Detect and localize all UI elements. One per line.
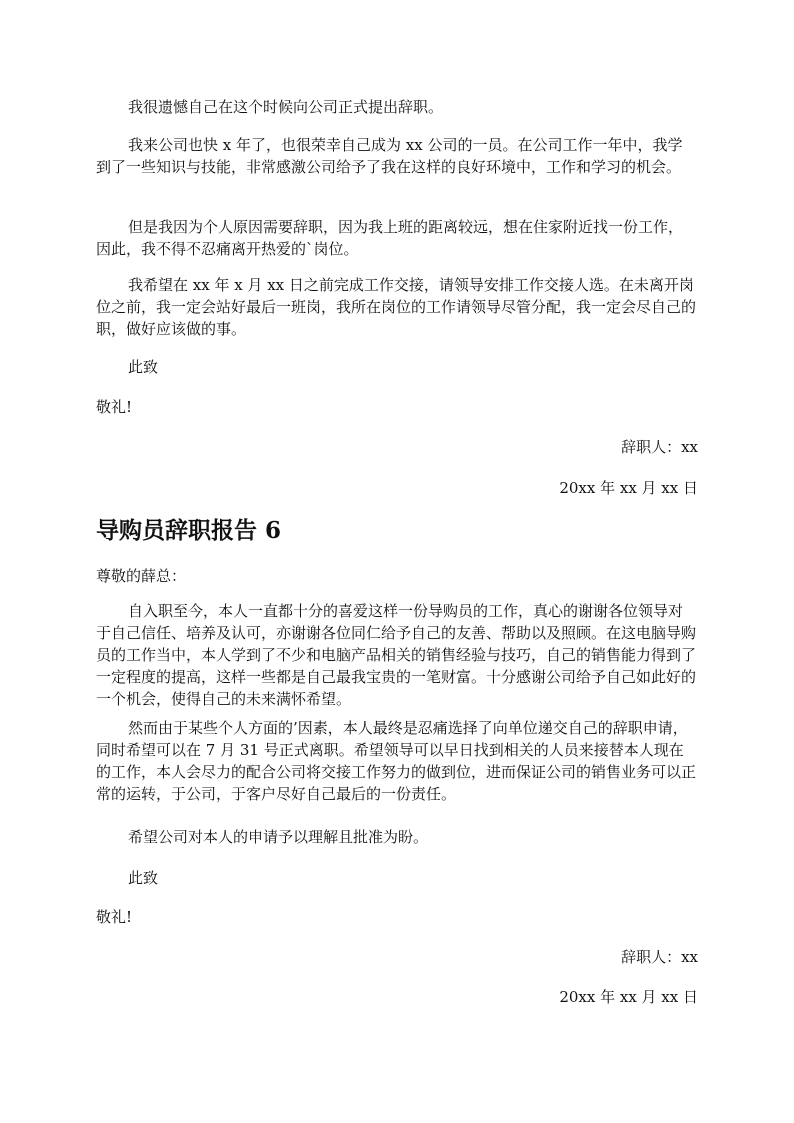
- letter2-greeting: 尊敬的薛总：: [96, 567, 187, 585]
- letter2-closing: 此致: [128, 869, 159, 887]
- letter2-paragraph-2: 然而由于某些个人方面的’因素，本人最终是忍痛选择了向单位递交自己的辞职申请，同时希望可以在 7 月 31 号正式离职。希望领导可以早日找到相关的人员来接替本人现在的工作，本人会尽力的配合公司将交接工作努力的做到位，进而保证公司的销售业务可以正常的运转，于公司，于客户尽好自己最后的一份责任。: [96, 719, 697, 803]
- letter2-title: 导购员辞职报告 6: [96, 517, 282, 544]
- letter1-paragraph-3: 但是我因为个人原因需要辞职，因为我上班的距离较远，想在住家附近找一份工作，因此，我不得不忍痛离开热爱的`岗位。: [96, 218, 684, 258]
- letter2-paragraph-1: 自入职至今，本人一直都十分的喜爱这样一份导购员的工作，真心的谢谢各位领导对于自己信任、培养及认可，亦谢谢各位同仁给予自己的友善、帮助以及照顾。在这电脑导购员的工作当中，本人学到了不少和电脑产品相关的销售经验与技巧，自己的销售能力得到了一定程度的提高，这样一些都是自己最我宝贵的一笔财富。十分感谢公司给予自己如此好的一个机会，使得自己的未来满怀希望。: [96, 602, 697, 708]
- letter1-closing: 此致: [128, 358, 159, 376]
- letter1-paragraph-2: 我来公司也快 x 年了，也很荣幸自己成为 xx 公司的一员。在公司工作一年中，我学到了一些知识与技能，非常感激公司给予了我在这样的良好环境中，工作和学习的机会。: [96, 136, 683, 176]
- letter2-signer: 辞职人：xx: [621, 948, 698, 966]
- letter1-paragraph-4: 我希望在 xx 年 x 月 xx 日之前完成工作交接，请领导安排工作交接人选。在未离开岗位之前，我一定会站好最后一班岗，我所在岗位的工作请领导尽管分配，我一定会尽自己的职，做好应该做的事。: [96, 276, 697, 338]
- letter2-paragraph-3: 希望公司对本人的申请予以理解且批准为盼。: [128, 828, 429, 846]
- letter1-salute: 敬礼!: [96, 398, 133, 416]
- letter1-date: 20xx 年 xx 月 xx 日: [559, 479, 698, 497]
- letter2-salute: 敬礼!: [96, 908, 133, 926]
- letter2-date: 20xx 年 xx 月 xx 日: [559, 988, 698, 1006]
- letter1-paragraph-1: 我很遗憾自己在这个时候向公司正式提出辞职。: [128, 98, 444, 116]
- letter1-signer: 辞职人：xx: [621, 438, 698, 456]
